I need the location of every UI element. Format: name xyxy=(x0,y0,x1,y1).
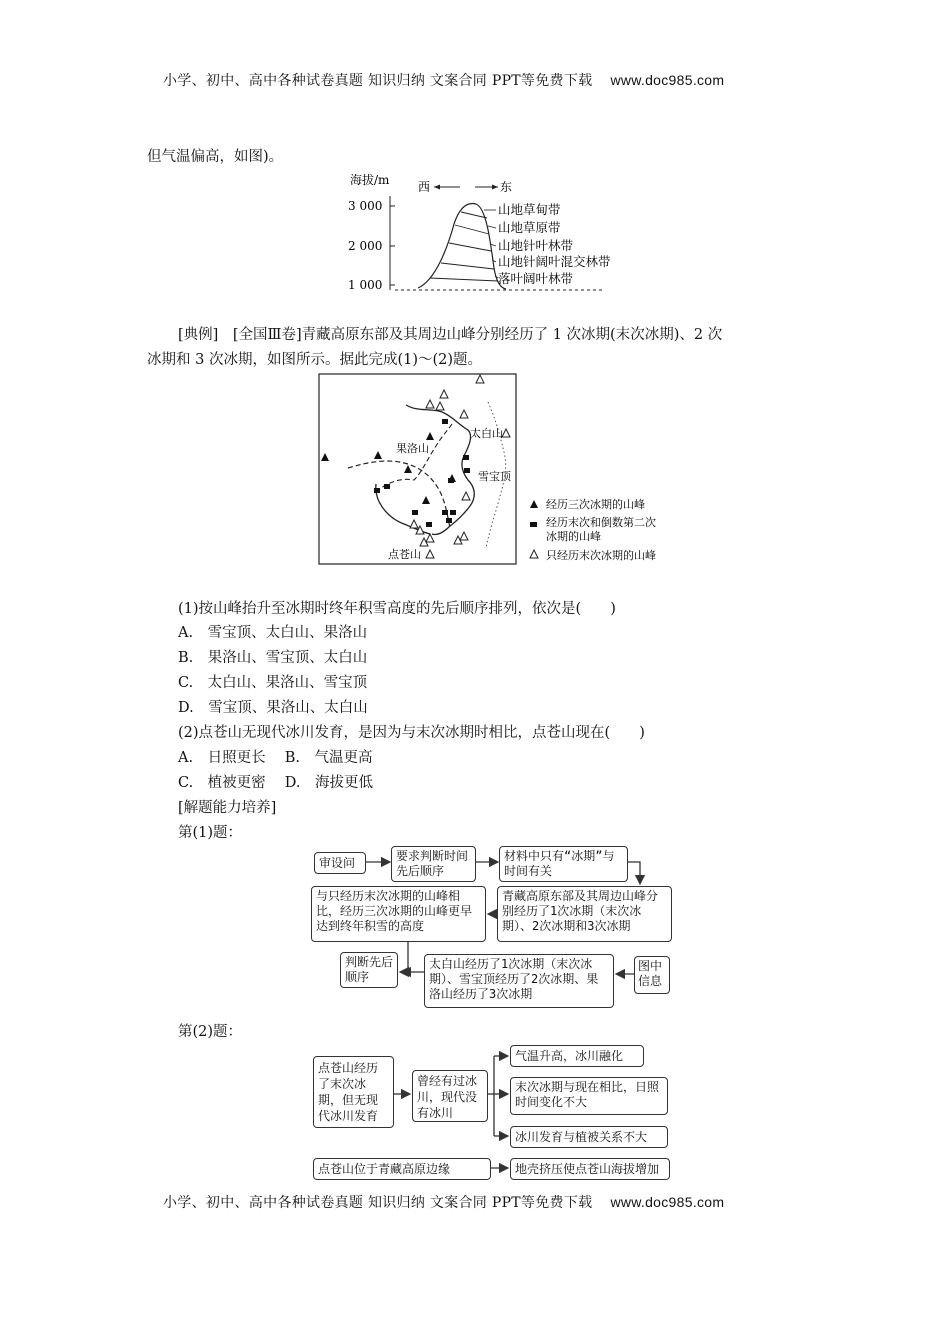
legend-filled-triangle xyxy=(530,500,538,508)
glaciation-map xyxy=(318,372,678,568)
peak-two-glaciations xyxy=(464,468,470,473)
zone-label-2: 山地草原带 xyxy=(498,220,561,235)
label-taibai-mountain: 太白山 xyxy=(470,427,503,440)
header-text: 小学、初中、高中各种试卷真题 知识归纳 文案合同 PPT等免费下载 xyxy=(163,73,593,89)
peak-last-glaciation-only xyxy=(426,534,434,542)
flow1-box-judge-order: 判断先后顺序 xyxy=(340,952,398,988)
flow2-box-crust: 地壳挤压使点苍山海拔增加 xyxy=(510,1158,670,1180)
peak-two-glaciations xyxy=(412,510,418,515)
peak-last-glaciation-only xyxy=(436,402,444,410)
q1-stem: (1)按山峰抬升至冰期时终年积雪高度的先后顺序排列，依次是( ) xyxy=(178,601,616,617)
q2-options-ab: A. 日照更长 B. 气温更高 xyxy=(178,750,373,766)
peak-two-glaciations xyxy=(426,522,432,527)
zone-boundary-4 xyxy=(441,263,494,269)
east-arrowhead xyxy=(492,185,498,190)
profile-west-label: 西 xyxy=(418,180,431,194)
zone-label-5: 落叶阔叶林带 xyxy=(498,271,574,286)
arrow-5-6 xyxy=(400,940,408,972)
example-line-2: 冰期和 3 次冰期，如图所示。据此完成(1)～(2)题。 xyxy=(147,352,483,368)
flow2-box-sunshine: 末次冰期与现在相比，日照时间变化不大 xyxy=(510,1077,668,1115)
peak-last-glaciation-only xyxy=(426,550,434,558)
legend-last-glaciation-only: 只经历末次冰期的山峰 xyxy=(546,549,656,562)
zone-label-3: 山地针叶林带 xyxy=(498,238,574,253)
peak-last-glaciation-only xyxy=(462,492,470,500)
plateau-boundary-west xyxy=(376,484,430,534)
header-site: www.doc985.com xyxy=(610,72,725,88)
zone-label-1: 山地草甸带 xyxy=(498,202,561,217)
arrow-3-4 xyxy=(628,862,640,884)
flow2-box-diancang: 点苍山经历了末次冰期，但无现代冰川发育 xyxy=(313,1056,394,1128)
leader-line-2 xyxy=(488,226,496,228)
page-header xyxy=(163,70,724,90)
peak-three-glaciations xyxy=(321,453,329,461)
flow1-box-map-facts: 太白山经历了1次冰期（末次冰期）、雪宝顶经历了2次冰期、果洛山经历了3次冰期 xyxy=(424,954,614,1008)
peak-two-glaciations xyxy=(463,455,469,460)
peak-last-glaciation-only xyxy=(440,390,448,398)
example-line-1: [典例] [全国Ⅲ卷]青藏高原东部及其周边山峰分别经历了 1 次冰期(末次冰期)、2 次 xyxy=(178,327,723,343)
flow1-box-require-order: 要求判断时间先后顺序 xyxy=(391,846,476,882)
peak-last-glaciation-only xyxy=(502,429,510,437)
label-guoluo-mountain: 果洛山 xyxy=(396,442,429,455)
profile-ylabel: 海拔/m xyxy=(350,173,390,187)
label-diancang-mountain: 点苍山 xyxy=(388,548,421,561)
zone-boundary-3 xyxy=(449,243,491,251)
analysis-title: [解题能力培养] xyxy=(178,800,277,816)
peak-two-glaciations xyxy=(384,484,390,489)
tick-label-3000: 3 000 xyxy=(348,199,383,213)
flow1-box-map-info: 图中信息 xyxy=(634,956,670,994)
flow2-box-vegetation: 冰川发育与植被关系不大 xyxy=(510,1126,668,1148)
q1-option-c: C. 太白山、果洛山、雪宝顶 xyxy=(178,675,368,691)
flow1-box-comparison: 与只经历末次冰期的山峰相比，经历三次冰期的山峰更早达到终年积雪的高度 xyxy=(311,886,486,942)
zone-boundary-2 xyxy=(455,225,489,234)
q1-option-b: B. 果洛山、雪宝顶、太白山 xyxy=(178,650,368,666)
map-frame xyxy=(319,374,516,564)
flow1-box-material: 材料中只有“冰期”与时间有关 xyxy=(499,846,628,882)
peak-two-glaciations xyxy=(374,488,380,493)
legend-open-triangle xyxy=(530,550,538,558)
glacier-limit-dashed-1 xyxy=(348,461,450,528)
west-arrowhead xyxy=(434,185,440,190)
peak-three-glaciations xyxy=(374,451,382,459)
flow2-box-warming: 气温升高，冰川融化 xyxy=(510,1045,644,1067)
q2-options-cd: C. 植被更密 D. 海拔更低 xyxy=(178,775,374,791)
zone-label-4: 山地针阔叶混交林带 xyxy=(498,254,611,269)
q2-stem: (2)点苍山无现代冰川发育，是因为与末次冰期时相比，点苍山现在( ) xyxy=(178,725,645,741)
tick-label-2000: 2 000 xyxy=(348,239,383,253)
peak-last-glaciation-only xyxy=(426,400,434,408)
q1-option-d: D. 雪宝顶、果洛山、太白山 xyxy=(178,700,368,716)
peak-three-glaciations xyxy=(422,496,430,504)
legend-two-glaciations-line1: 经历末次和倒数第二次 xyxy=(546,516,656,529)
peak-two-glaciations xyxy=(442,510,448,515)
zone-boundary-5 xyxy=(430,278,498,281)
peak-three-glaciations xyxy=(404,465,412,473)
peak-two-glaciations xyxy=(442,419,448,424)
flow1-box-plateau-peaks: 青藏高原东部及其周边山峰分别经历了1次冰期（末次冰期）、2次冰期和3次冰期 xyxy=(497,886,672,942)
glacier-limit-dashed-2 xyxy=(376,424,452,492)
flow1-box-question: 审设问 xyxy=(314,852,366,874)
altitude-profile-diagram xyxy=(340,168,650,298)
peak-three-glaciations xyxy=(426,432,434,440)
label-xuebaoding: 雪宝顶 xyxy=(478,470,511,483)
analysis-part-1: 第(1)题： xyxy=(178,825,243,841)
legend-three-glaciations: 经历三次冰期的山峰 xyxy=(546,498,645,511)
profile-east-label: 东 xyxy=(500,180,513,194)
legend-two-glaciations-line2: 冰期的山峰 xyxy=(546,530,601,543)
peak-last-glaciation-only xyxy=(410,520,418,528)
peak-last-glaciation-only xyxy=(476,375,484,383)
intro-line: 但气温偏高，如图)。 xyxy=(147,149,284,165)
mountain-outline xyxy=(418,204,506,289)
footer-site: www.doc985.com xyxy=(610,1194,725,1210)
peak-last-glaciation-only xyxy=(460,410,468,418)
footer-text: 小学、初中、高中各种试卷真题 知识归纳 文案合同 PPT等免费下载 xyxy=(163,1195,593,1211)
flow2-box-plateau-edge: 点苍山位于青藏高原边缘 xyxy=(313,1158,491,1180)
peak-two-glaciations xyxy=(450,510,456,515)
peak-two-glaciations xyxy=(446,518,452,523)
peak-two-glaciations xyxy=(448,478,454,483)
tick-label-1000: 1 000 xyxy=(348,278,383,292)
legend-filled-square xyxy=(530,522,537,527)
q1-option-a: A. 雪宝顶、太白山、果洛山 xyxy=(178,625,368,641)
page-footer xyxy=(163,1192,724,1212)
analysis-part-2: 第(2)题： xyxy=(178,1024,243,1040)
flow2-box-past-glacier: 曾经有过冰川，现代没有冰川 xyxy=(412,1070,488,1122)
peak-last-glaciation-only xyxy=(460,532,468,540)
